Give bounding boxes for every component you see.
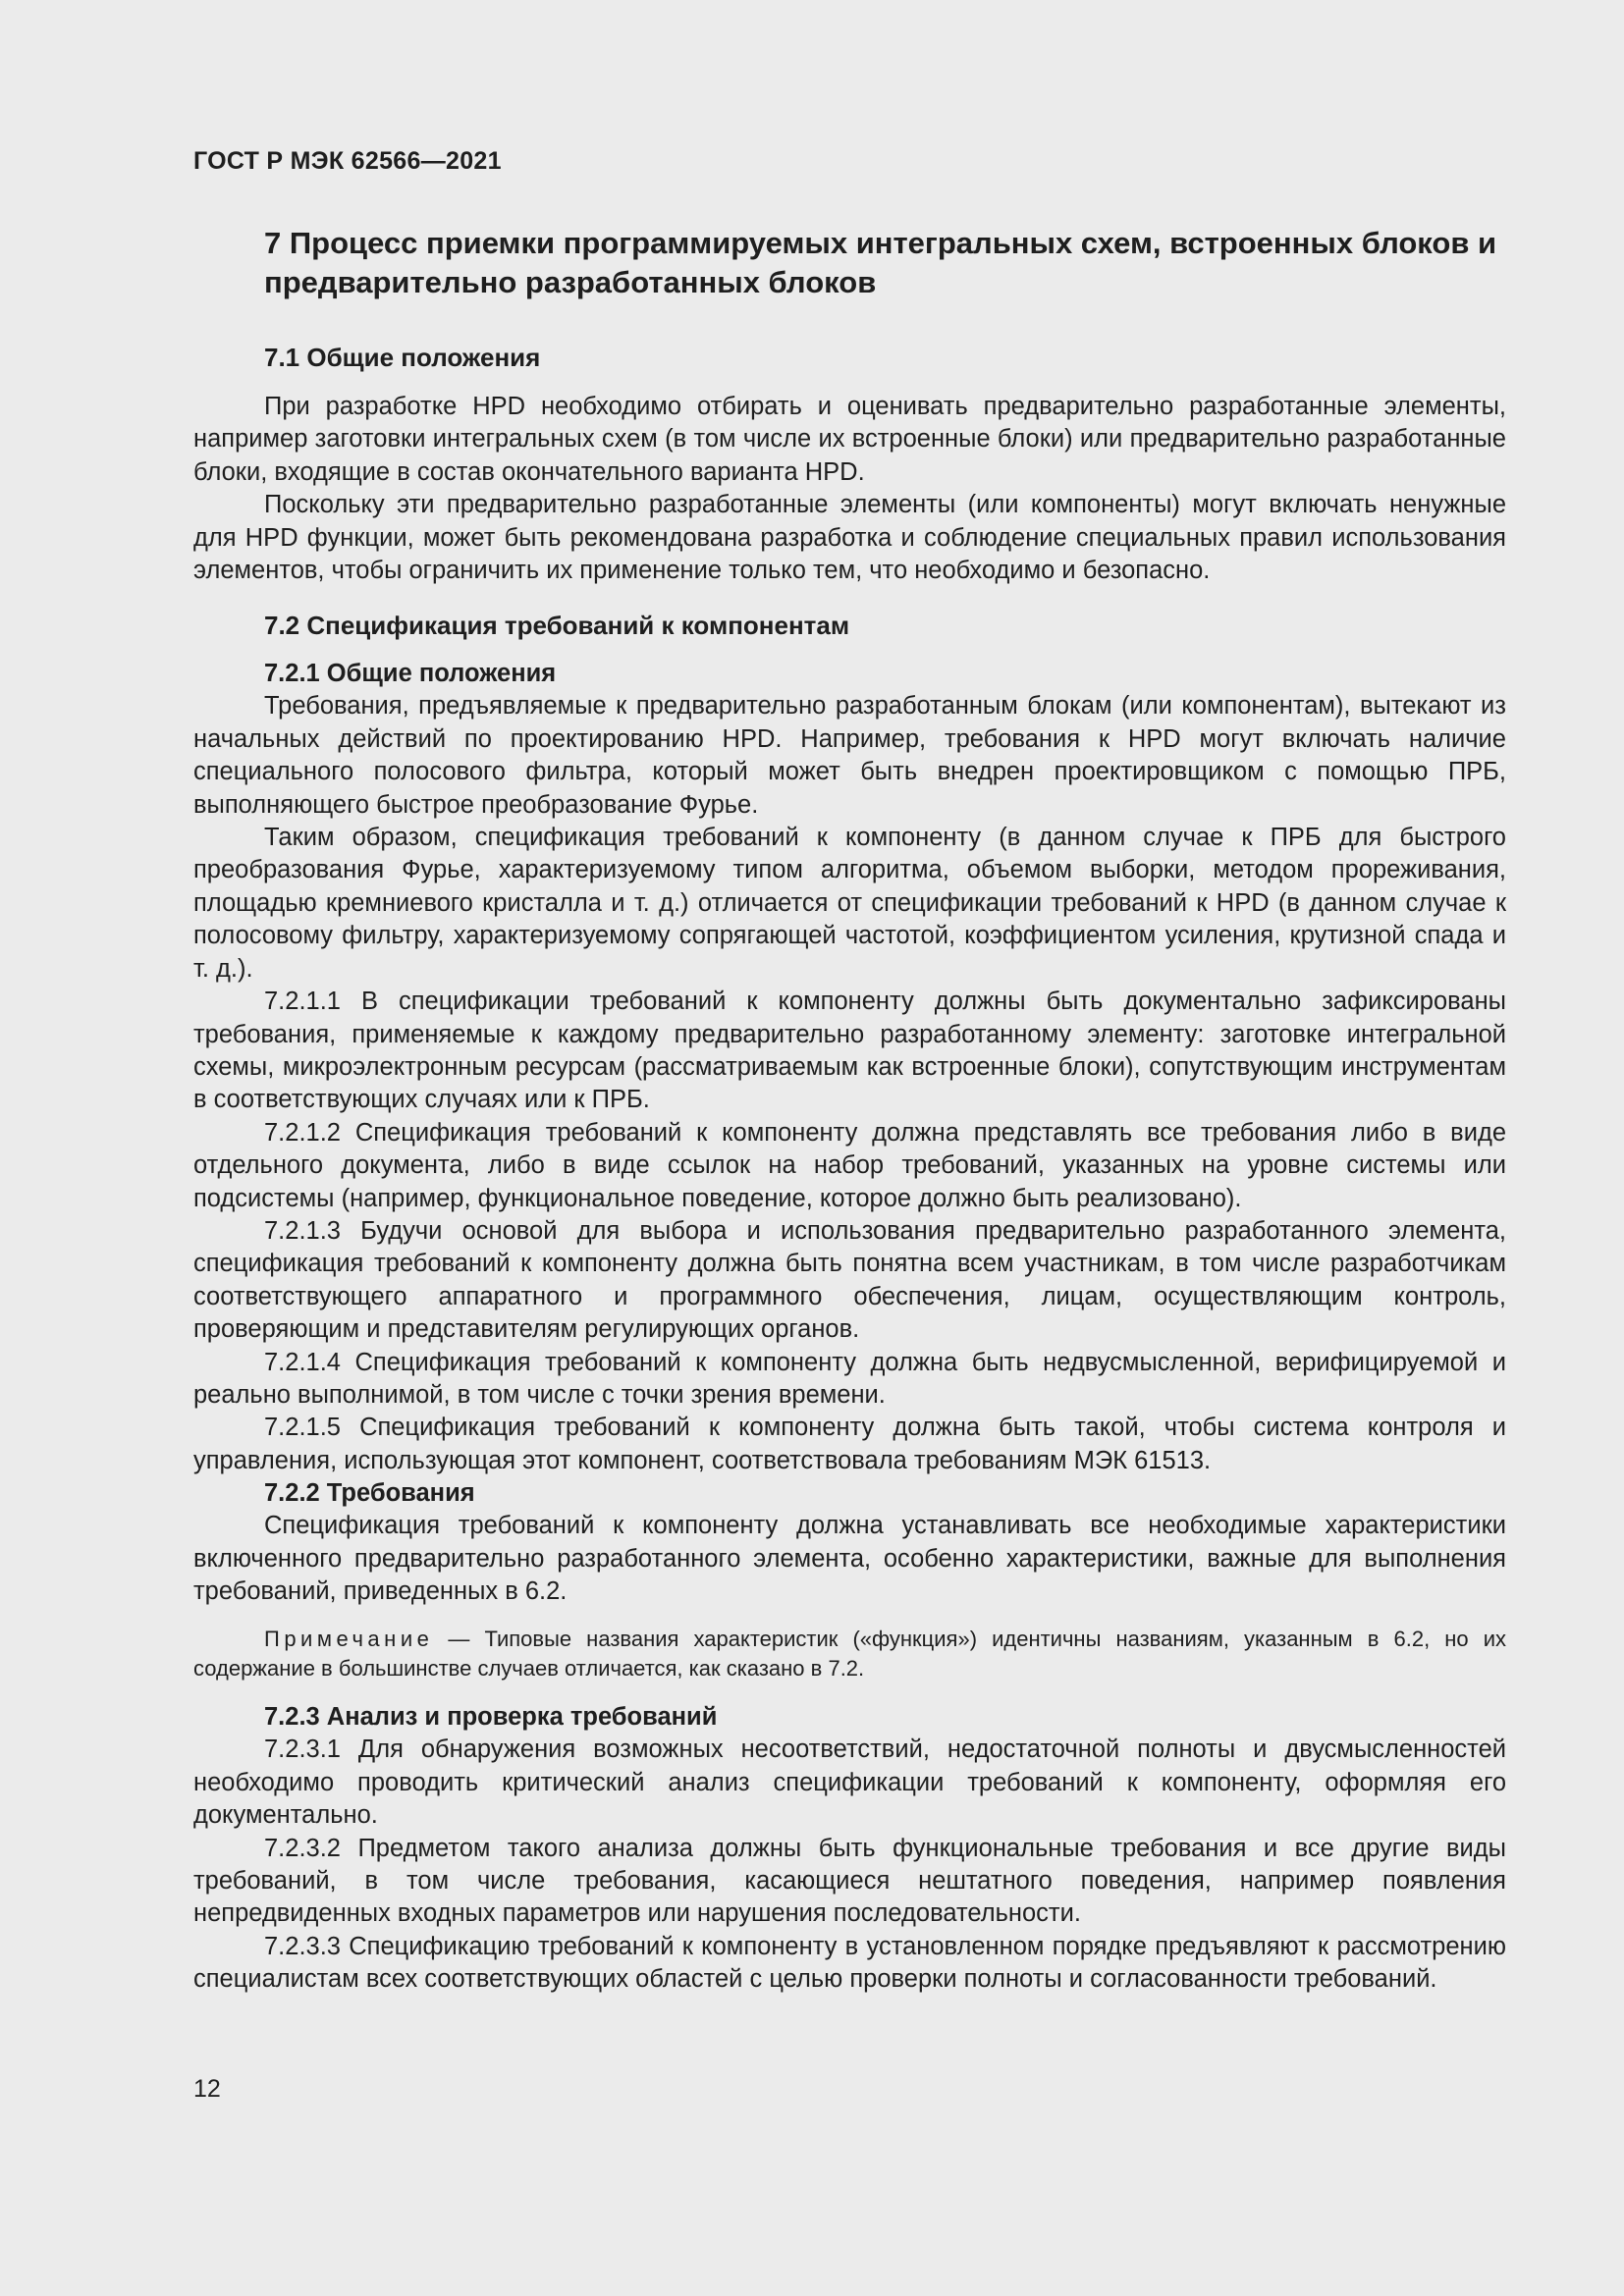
- paragraph-7-1-1: При разработке HPD необходимо отбирать и оценивать предварительно разработанные элементы, например заготовки интегральных схем (в том числе их встроенные блоки) или предварительно разработанные блоки, входящие в состав окончательного варианта HPD.: [193, 393, 1506, 486]
- note: [193, 1625, 1506, 1683]
- page-body: [193, 224, 1506, 1997]
- paragraph-7-1-2: Поскольку эти предварительно разработанные элементы (или компоненты) могут включать ненужные для HPD функции, может быть рекомендована разработка и соблюдение специальных правил использования элементов, чтобы ограничить их применение только тем, что необходимо и безопасно.: [193, 491, 1506, 585]
- clause-7-2-3-3: 7.2.3.3 Спецификацию требований к компоненту в установленном порядке предъявляют к рассмотрению специалистам всех соответствующих областей с целью проверки полноты и согласованности требований.: [193, 1932, 1506, 1994]
- heading-7-2-3: 7.2.3 Анализ и проверка требований: [264, 1703, 718, 1732]
- clause-7-2-1-2: 7.2.1.2 Спецификация требований к компоненту должна представлять все требования либо в виде отдельного документа, либо в виде ссылок на набор требований, указанных на уровне системы или подсистемы (например, функциональное поведение, которое должно быть реализовано).: [193, 1118, 1506, 1212]
- note-text: — Типовые названия характеристик («функция») идентичны названиям, указанным в 6.2, но их содержание в большинстве случаев отличается, как сказано в 7.2.: [193, 1627, 1506, 1682]
- heading-7-2: 7.2 Спецификация требований к компонентам: [264, 611, 850, 641]
- page-number: 12: [193, 2075, 221, 2103]
- section-title: 7 Процесс приемки программируемых интегральных схем, встроенных блоков и предварительно разработанных блоков: [264, 226, 1497, 299]
- clause-7-2-3-1: 7.2.3.1 Для обнаружения возможных несоответствий, недостаточной полноты и двусмысленностей необходимо проводить критический анализ спецификации требований к компоненту, оформляя его документально.: [193, 1735, 1506, 1830]
- clause-7-2-1-4: 7.2.1.4 Спецификация требований к компоненту должна быть недвусмысленной, верифицируемой и реально выполнимой, в том числе с точки зрения времени.: [193, 1348, 1506, 1409]
- heading-7-2-2: 7.2.2 Требования: [264, 1479, 475, 1508]
- clause-7-2-1-3: 7.2.1.3 Будучи основой для выбора и использования предварительно разработанного элемента, спецификация требований к компоненту должна быть понятна всем участникам, в том числе разработчикам соответствующего аппаратного и программного обеспечения, лицам, осуществляющим контроль, проверяющим и представителям регулирующих органов.: [193, 1216, 1506, 1344]
- paragraph-7-2-2: Спецификация требований к компоненту должна устанавливать все необходимые характеристики включенного предварительно разработанного элемента, особенно характеристики, важные для выполнения требований, приведенных в 6.2.: [193, 1512, 1506, 1605]
- clause-7-2-1-1: 7.2.1.1 В спецификации требований к компоненту должны быть документально зафиксированы требования, применяемые к каждому предварительно разработанному элементу: заготовке интегральной схемы, микроэлектронным ресурсам (рассматриваемым как встроенные блоки), сопутствующим инструментам в соответствующих случаях или к ПРБ.: [193, 988, 1506, 1114]
- paragraph-7-2-1-intro-1: Требования, предъявляемые к предварительно разработанным блокам (или компонентам), вытекают из начальных действий по проектированию HPD. Например, требования к HPD могут включать наличие специального полосового фильтра, который может быть внедрен проектировщиком с помощью ПРБ, выполняющего быстрое преобразование Фурье.: [193, 692, 1506, 819]
- heading-7-1: 7.1 Общие положения: [264, 343, 541, 372]
- heading-7-2-1: 7.2.1 Общие положения: [264, 660, 557, 688]
- document-code-header: ГОСТ Р МЭК 62566—2021: [193, 147, 502, 175]
- note-label: Примечание: [264, 1627, 434, 1652]
- paragraph-7-2-1-intro-2: Таким образом, спецификация требований к компоненту (в данном случае к ПРБ для быстрого преобразования Фурье, характеризуемому типом алгоритма, объемом выборки, методом прореживания, площадью кремниевого кристалла и т. д.) отличается от спецификации требований к HPD (в данном случае к полосовому фильтру, характеризуемому сопрягающей частотой, коэффициентом усиления, крутизной спада и т. д.).: [193, 824, 1506, 983]
- clause-7-2-1-5: 7.2.1.5 Спецификация требований к компоненту должна быть такой, чтобы система контроля и управления, использующая этот компонент, соответствовала требованиям МЭК 61513.: [193, 1414, 1506, 1474]
- clause-7-2-3-2: 7.2.3.2 Предметом такого анализа должны быть функциональные требования и все другие виды требований, в том числе требования, касающиеся нештатного поведения, например появления непредвиденных входных параметров или нарушения последовательности.: [193, 1834, 1506, 1928]
